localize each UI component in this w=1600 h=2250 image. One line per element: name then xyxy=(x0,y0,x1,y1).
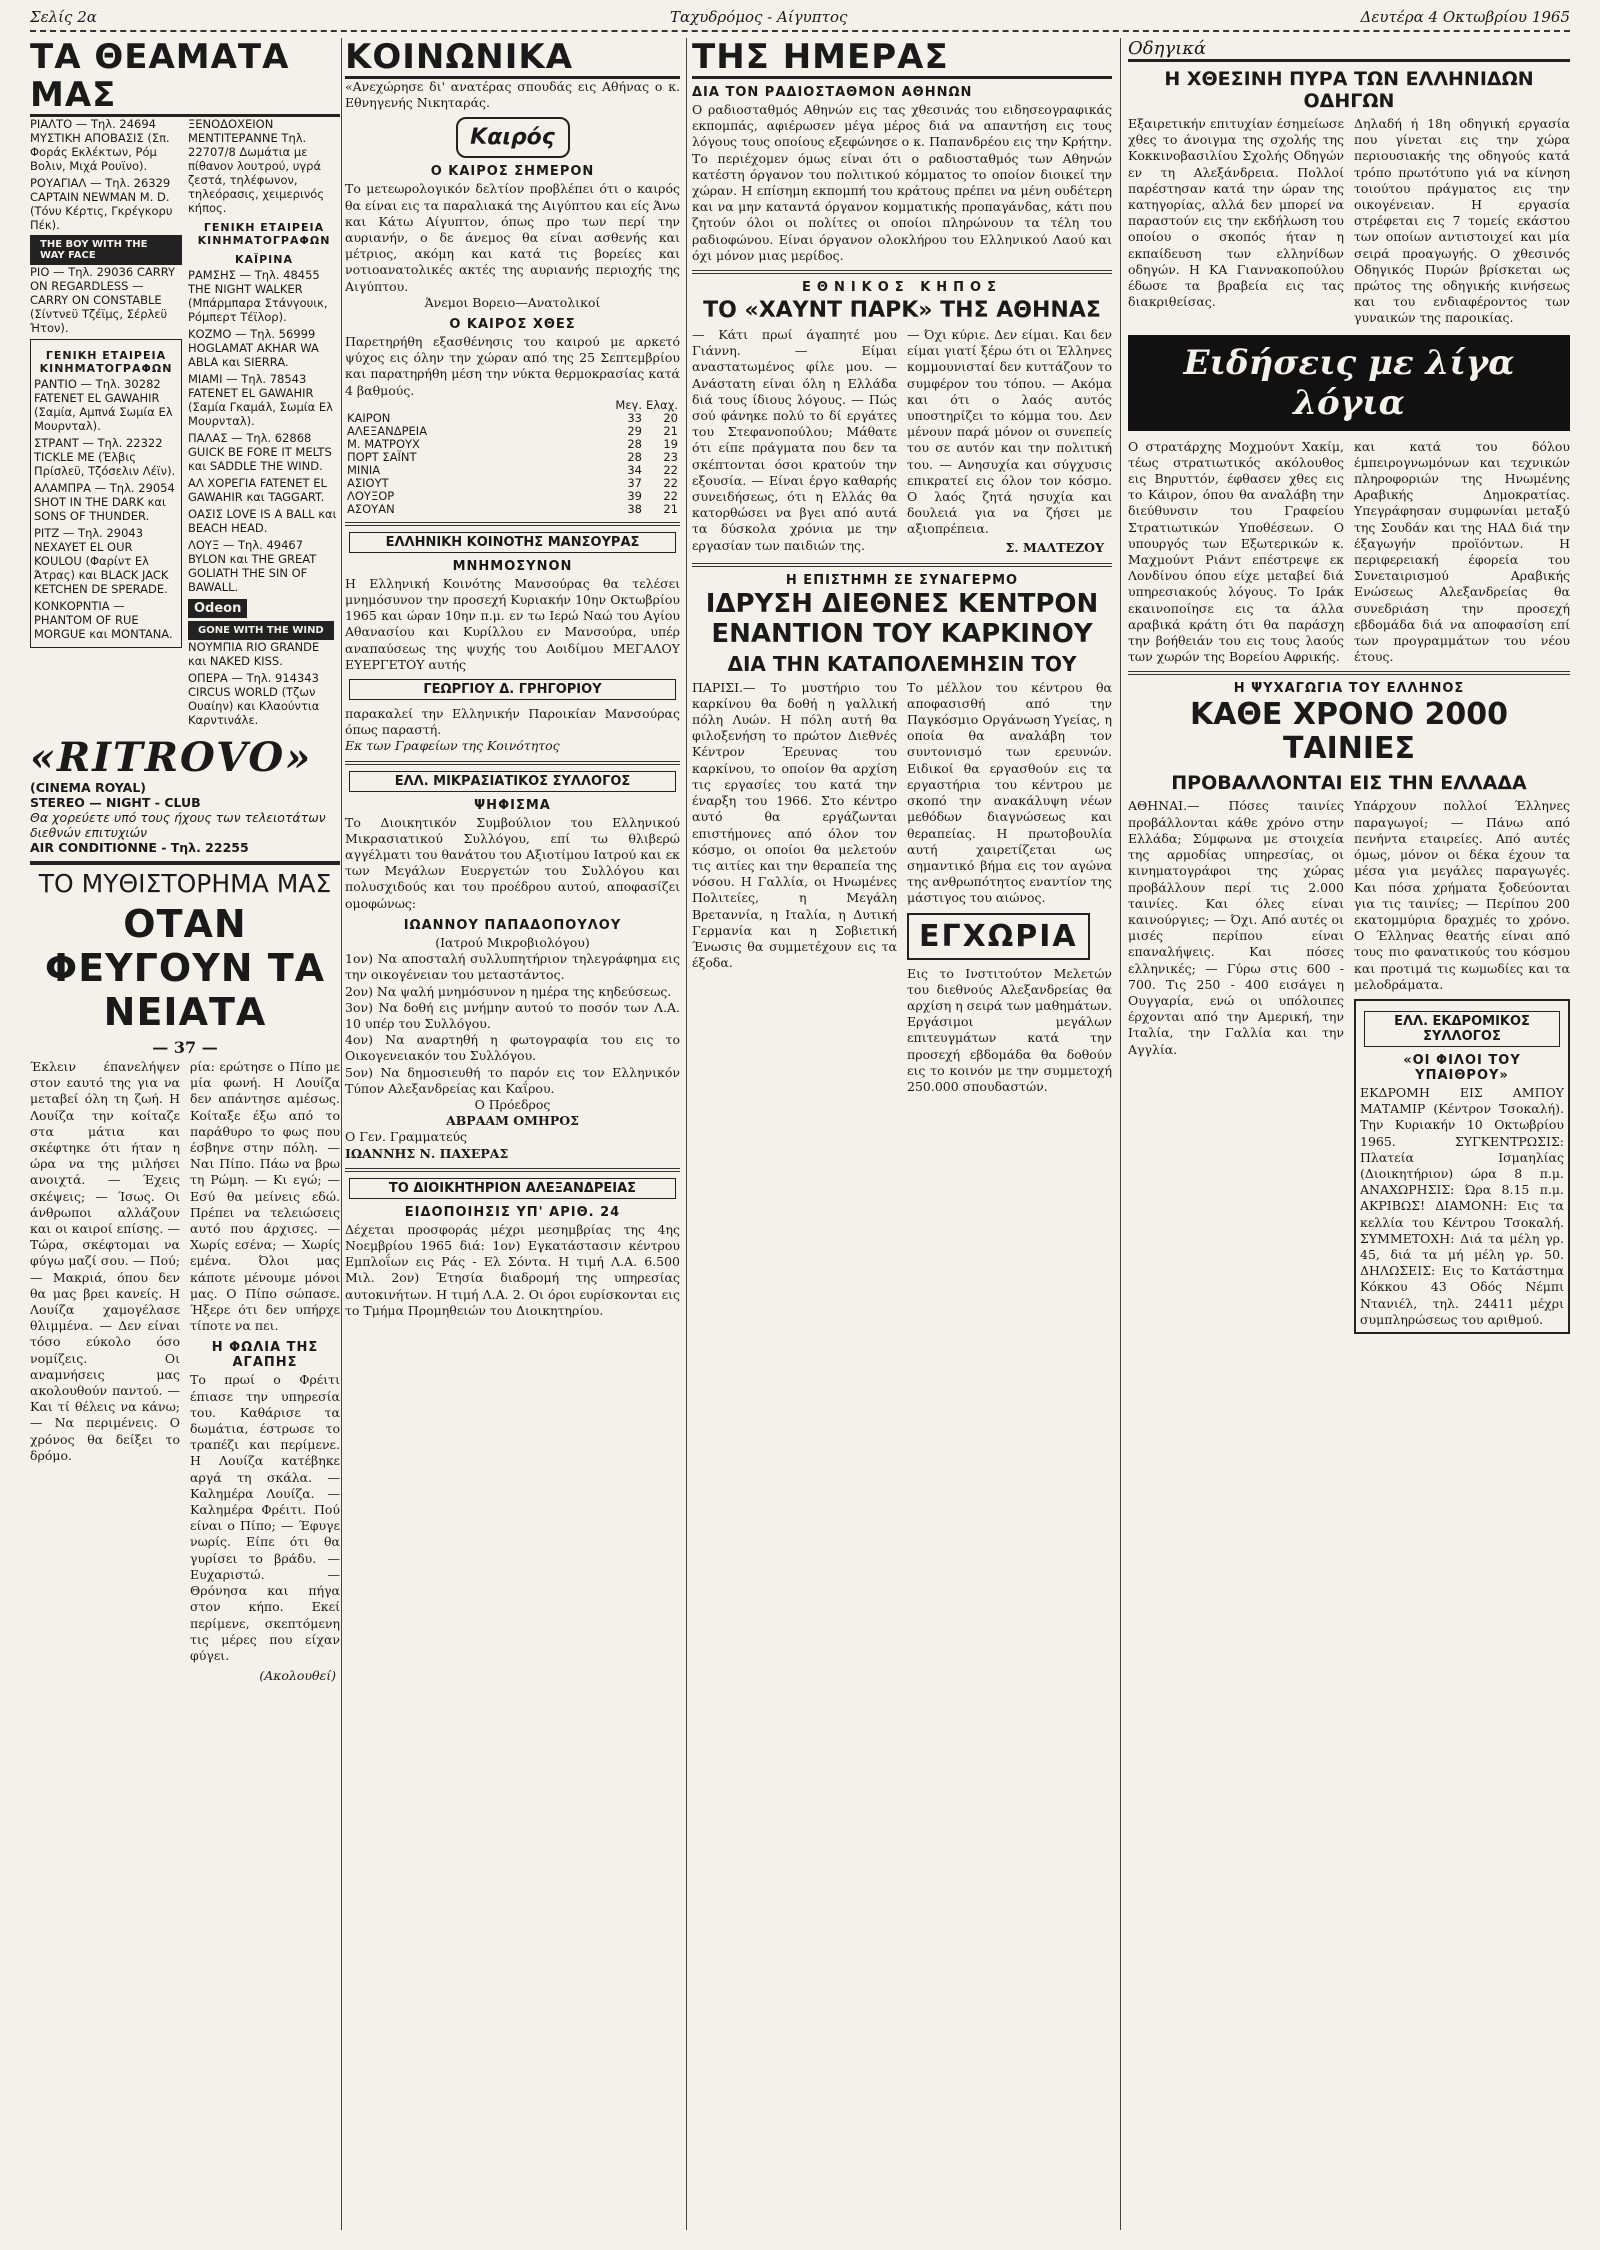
memorial-name: ΓΕΩΡΓΙΟΥ Δ. ΓΡΗΓΟΡΙΟΥ xyxy=(349,679,676,700)
city: ΑΛΕΞΑΝΔΡΕΙΑ xyxy=(347,423,428,438)
weather-row xyxy=(345,477,680,490)
listing: ΡΙΑΛΤΟ — Τηλ. 24694 ΜΥΣΤΙΚΗ ΑΠΟΒΑΣΙΣ (Σπ. Φοράς Εκλέκτων, Ρόμ Βολιν, Μιχά Ρουϊνο). xyxy=(30,117,170,173)
resolution-item: 3ον) Να δοθή εις μνήμην αυτού το ποσόν των Λ.Α. 10 υπέρ του Συλλόγου. xyxy=(345,999,680,1031)
cinema-company: ΓΕΝΙΚΗ ΕΤΑΙΡΕΙΑ ΚΙΝΗΜΑΤΟΓΡΑΦΩΝ xyxy=(39,349,173,375)
novel-chapter: — 37 — xyxy=(152,1038,218,1057)
issue-date: Δευτέρα 4 Οκτωβρίου 1965 xyxy=(1360,8,1570,26)
column-today xyxy=(692,38,1112,2230)
listing: ΡΙΤΖ — Τηλ. 29043 NEXAYET EL OUR KOULOU (Φαρίντ Ελ Άτρας) και BLACK JACK KETCHEN DE SPERADE. xyxy=(34,526,169,596)
max: 28 xyxy=(627,436,642,451)
cancer-section: Η ΕΠΙΣΤΗΜΗ ΣΕ ΣΥΝΑΓΕΡΜΟ xyxy=(785,572,1019,588)
min: 21 xyxy=(663,423,678,438)
listing: ΡΟΥΑΓΙΑΛ — Τηλ. 26329 CAPTAIN NEWMAN M. D. (Τόνυ Κέρτις, Γκρέγκορυ Πέκ). xyxy=(30,176,173,232)
listing: ΑΛΑΜΠΡΑ — Τηλ. 29054 SHOT IN THE DARK και SONS OF THUNDER. xyxy=(34,481,175,523)
theatres-listings xyxy=(30,117,340,730)
park-title: ΤΟ «ΧΑΥΝΤ ΠΑΡΚ» ΤΗΣ ΑΘΗΝΑΣ xyxy=(703,298,1101,324)
listing: ΡΑΝΤΙΟ — Τηλ. 30282 FATENET EL GAWAHIR (Σαμία, Αμπνά Σωμία Ελ Μουρνταλ). xyxy=(34,377,173,433)
city: ΚΑΙΡΟΝ xyxy=(347,410,391,425)
brief-body xyxy=(1128,439,1570,666)
brief-text: και κατά του δόλου έμπειρογνωμόνων και τεχνικών πληροφοριών της Ηνωμένης Αραβικής Δημοκρατίας. Υπεγράφησαν συμφωνίαι μεταξύ της Σουδάν και της ΗΑΔ διά την έξαγωγήν προϊόντων. Η περιφερειακή έφορεία του Συνεταιρισμού Αραβικής Ενώσεως Αλεξανδρείας θα συνεδριάση την προσεχή εβδομάδα διά να αποφασίση επί των προγραμμάτων του νέου έτους. xyxy=(1354,438,1570,665)
listing: ΡΙΟ — Τηλ. 29036 CARRY ON REGARDLESS — CARRY ON CONSTABLE (Σίντνεϋ Τζέϊμς, Σέρλεϋ Ήτον). xyxy=(30,265,176,335)
memorial-title: ΜΝΗΜΟΣΥΝΟΝ xyxy=(452,558,573,574)
park-text: — Κάτι πρωί άγαπητέ μου Γιάννη. — Είμαι αναστατωμένος φίλε μου. — Ανάστατη είναι όλη η Ελλάδα διά τους ίδιους λόγους. — Πώς σού φάνηκε πολύ το δί εργάτες του Στεφανοπούλου; Μάθατε ότι είπε πράγματα που δεν τα σκέπτονται όσοι κρατούν την εξουσία. — Είναι έργο καθαρής συνειδήσεως, ότι η Ελλάς θα κατορθώσει να βγει από αυτά τα δύσκολα χρόνια με την εργασίαν των παιδιών της. xyxy=(692,327,897,553)
ritrovo-line: AIR CONDITIONNE - Τηλ. 22255 xyxy=(30,840,249,855)
masthead xyxy=(30,6,1570,32)
listing: ΟΠΕΡΑ — Τηλ. 914343 CIRCUS WORLD (Τζων Ουαίην) και Κλαούντια Καρντινάλε. xyxy=(188,671,320,727)
city: ΑΣΟΥΑΝ xyxy=(347,501,395,516)
cinema-group: ΚΑΪΡΙΝΑ xyxy=(234,253,293,266)
listing: ΠΑΛΑΣ — Τηλ. 62868 GUICK BE FORE IT MELTS και SADDLE THE WIND. xyxy=(188,431,332,473)
president-name: ΑΒΡΑΑΜ ΟΜΗΡΟΣ xyxy=(446,1113,579,1129)
weather-logo-icon: Καιρός xyxy=(456,117,570,158)
city: ΠΟΡΤ ΣΑΪΝΤ xyxy=(347,449,417,464)
secretary-name: ΙΩΑΝΝΗΣ Ν. ΠΑΧΕΡΑΣ xyxy=(345,1145,509,1161)
listing: ΚΟΝΚΟΡΝΤΙΑ — PHANTOM OF RUE MORGUE και MONTANA. xyxy=(34,599,173,641)
memorial-text: Η Ελληνική Κοινότης Μανσούρας θα τελέσει μνημόσυνον την προσεχή Κυριακήν 10ην Οκτωβρίου 1965 και ώραν 10ην π.μ. εν τω Ιερώ Ναώ του Αγίου Αθανασίου και Κυρίλλου εν Μανσούρα, υπέρ αναπαύσεως της ψυχής του Αοιδίμου ΜΕΓΑΛΟΥ ΕΥΕΡΓΕΤΟΥ αυτής xyxy=(345,575,680,672)
min: 22 xyxy=(663,462,678,477)
film-stamp-icon: GONE WITH THE WIND xyxy=(188,621,334,640)
film-subtitle: ΠΡΟΒΑΛΛΟΝΤΑΙ ΕΙΣ ΤΗΝ ΕΛΛΑΔΑ xyxy=(1171,772,1527,795)
listing: ΑΛ ΧΟΡΕΓΙΑ FATENET EL GAWAHIR και TAGGART. xyxy=(188,476,327,504)
weather-row xyxy=(345,412,680,425)
park-section: ΕΘΝΙΚΟΣ ΚΗΠΟΣ xyxy=(802,280,1002,296)
today-text: Ο ραδιοσταθμός Αθηνών εις τας χθεσινάς του ειδησεογραφικάς εκπομπάς, αφιέρωσεν μέγα μέρος διά να απαντήση εις τους λόγους τους οποίους εξεφώνησε ο κ. Παπανδρέου εις την Κρήτην. Το περιέχομεν όμως είναι ότι ο ραδιοσταθμός των Αθηνών κατέστη όργανον του πολιτικού κόμματος το οποίον διοικεί την χώραν. Η επίσημη εκπομπή του κράτους πρέπει να μένη ουδέτερη και να μην καταντά όργανον κομματικής προπαγάνδας, κάτι που ζητούν όλοι οι πολίτες οι οποίοι πληρώνουν τα τέλη του ραδιοφώνου. Είναι όργανον ολοκλήρου του Ελληνικού Λαού και όχι μόνον μιας μερίδος. xyxy=(692,102,1112,263)
park-body xyxy=(692,327,1112,557)
listing: ΞΕΝΟΔΟΧΕΙΟΝ ΜΕΝΤΙΤΕΡΑΝΝΕ Τηλ. 22707/8 Δωμάτια με πίθανον λουτρού, υγρά ζεστά, τηλέφωνον, τηλεόρασις, χειμερινός κήπος. xyxy=(188,117,325,215)
asia-minor-header: ΕΛΛ. ΜΙΚΡΑΣΙΑΤΙΚΟΣ ΣΥΛΛΟΓΟΣ xyxy=(349,771,676,792)
weather-row xyxy=(345,464,680,477)
today-title: ΤΗΣ ΗΜΕΡΑΣ xyxy=(692,38,1112,79)
novel-text: Το πρωί ο Φρέιτι έπιασε την υπηρεσία του. Καθάρισε τα δωμάτια, έστρωσε το τραπέζι και περίμενε. Η Λουίζα κατέβηκε αργά τη σκάλα. — Καλημέρα Λουίζα. — Καλημέρα Φρέιτι. Πού είναι ο Πίπο; — Έφυγε νωρίς. Είπε ότι θα γυρίσει το βράδυ. — Ευχαριστώ. — Θρόνησα και πήγα στον κήπο. Εκεί περίμενε, σκεπτόμενη τις μέρες που είχαν φύγει. xyxy=(190,1372,340,1663)
city: ΜΙΝΙΑ xyxy=(347,462,381,477)
excursion-club-title: «ΟΙ ΦΙΛΟΙ ΤΟΥ ΥΠΑΙΘΡΟΥ» xyxy=(1403,1052,1521,1083)
weather-row xyxy=(345,451,680,464)
theatres-right xyxy=(188,117,340,730)
resolution-item: 1ον) Να αποσταλή συλλυπητήριον τηλεγράφημα εις την οικογένειαν του μεταστάντος. xyxy=(345,951,680,983)
resolution-person: ΙΩΑΝΝΟΥ ΠΑΠΑΔΟΠΟΥΛΟΥ xyxy=(403,917,622,933)
xoria-title: ΕΓΧΩΡΙΑ xyxy=(907,913,1090,960)
col-max: Μεγ. xyxy=(615,397,642,412)
theatres-left xyxy=(30,117,182,730)
min: 20 xyxy=(663,410,678,425)
memorial-sign: Εκ των Γραφείων της Κοινότητος xyxy=(345,738,560,754)
column-theatres-novel xyxy=(30,38,340,2230)
city: ΑΣΙΟΥΤ xyxy=(347,475,389,490)
column-driving xyxy=(1128,38,1570,2230)
ritrovo-line: STEREO — NIGHT - CLUB xyxy=(30,795,201,810)
odeon-logo: Odeon xyxy=(188,599,247,618)
driving-text: Εξαιρετικήν επιτυχίαν έσημείωσε χθες το άνοιγμα της σχολής της Κοκκινοβασιλίου Σχολής Οδηγών εν τη Αλεξάνδρεια. Πολλοί παρέστησαν κατά την ώραν της κατηγορίας, αλλά δεν μπορεί να παραστούν εις την εκδήλωση του οποίου ο σκοπός ήταν η εκπαίδευση των ελληνίδων οδηγών. Η ΚΑ Γιαννακοπούλου έδωσε τα βραβεία εις τας διακριθείσας. xyxy=(1128,116,1344,310)
cancer-text: ΠΑΡΙΣΙ.— Το μυστήριο του καρκίνου θα δοθή η γαλλική πόλη Λυών. Η πόλη αυτή θα φιλοξενήση το πρώτον Διεθνές Κέντρον Έρευνας του καρκίνου, το οποίον θα αρχίση τις εργασίες του κατά την έναρξη του 1966. Στο κέντρο αυτό θα εργάζωνται επιστήμονες από όλον τον κόσμο, οι οποίοι θα μελετούν τις αιτίες και την θεραπεία της νόσου. Η Γαλλία, οι Ηνωμένες Πολιτείες, η Μεγάλη Βρεταννία, η Ιταλία, η Δυτική Γερμανία και η Σοβιετική Ένωσις θα συμμετέχουν εις τα έξοδα. xyxy=(692,679,897,971)
court-text: Δέχεται προσφοράς μέχρι μεσημβρίας της 4ης Νοεμβρίου 1965 διά: 1ον) Εγκατάστασιν κέντρου Εμπλοΐων εις Ράς - Ελ Σόντα. Η τιμή Λ.Α. 6.500 Μιλ. 2ον) Έτησία διαδρομή της υπηρεσίας αυτοκινήτων. Η τιμή Λ.Α. 2. Οι όροι ευρίσκονται εις το Τμήμα Προμηθειών του Διοικητηρίου. xyxy=(345,1221,680,1318)
society-text: «Ανεχώρησε δι' ανατέρας σπουδάς εις Αθήνας ο κ. Εθνηγενής Νικηταράς. xyxy=(345,79,680,111)
weather-row xyxy=(345,425,680,438)
cinema-company-right: ΓΕΝΙΚΗ ΕΤΑΙΡΕΙΑ ΚΙΝΗΜΑΤΟΓΡΑΦΩΝ xyxy=(197,221,331,247)
film-body xyxy=(1128,798,1570,1339)
min: 21 xyxy=(663,501,678,516)
excursion-club-header: ΕΛΛ. ΕΚΔΡΟΜΙΚΟΣ ΣΥΛΛΟΓΟΣ xyxy=(1364,1011,1560,1047)
driving-text: Δηλαδή ή 18η οδηγική εργασία που γίνεται εις την χώρα περιουσιακής της οδηγούς κατά τρόπο πρωτότυπο γιά να κίνηση τοιούτου πράγματος εις την οικογένειαν. Η εργασία στρέφεται εις 7 τομείς εκάστου των οποίων αντιστοιχεί και μία σειρά προαγωγής. Ο χθεσινός Οδηγικός Πυρών βρίσκεται ως πρώτος της οδηγικής κινήσεως και του ενδιαφέροντος των γυναικών της παροικίας. xyxy=(1354,116,1570,326)
city: Μ. ΜΑΤΡΟΥΧ xyxy=(347,436,420,451)
weather-winds: Άνεμοι Βορειο—Ανατολικοί xyxy=(424,294,601,310)
page-number: Σελίς 2α xyxy=(30,8,97,26)
brief-news-banner: Ειδήσεις με λίγα λόγια xyxy=(1128,335,1570,431)
brief-text: Ο στρατάρχης Μοχμούντ Χακίμ, τέως στρατιωτικός ακόλουθος εις Βηρυττόν, έφθασεν χθες εις το Κάιρον, όπου θα αναλάβη την διεύθυνσιν του Γραφείου Στρατιωτικών Υποθέσεων. Ο υπουργός των Εξωτερικών κ. Μαχμούντ Ριάντ επέστρεψε εκ Λονδίνου όπου είχε μεταβεί διά υπηρεσιακούς λόγους. Το Ιράκ εκαινοποίησε εις τα άλλα αραβικά κράτη ότι θα παράσχη την βοήθειάν του εις τους λαούς των χωρών της Βορείου Αφρικής. xyxy=(1128,438,1344,665)
min: 23 xyxy=(663,449,678,464)
min: 22 xyxy=(663,475,678,490)
resolution-text: Το Διοικητικόν Συμβούλιον του Ελληνικού Μικρασιατικού Συλλόγου, επί τω θλιβερώ αγγέλματι του θανάτου του Αξιοτίμου Ιατρού και εκ των Μεγάλων Ευεργετών του Συλλόγου και πολυσχιδούς και του προέδρου αυτού, αποφασίζει ομοφώνως: xyxy=(345,814,680,911)
theatres-title: ΤΑ ΘΕΑΜΑΤΑ ΜΑΣ xyxy=(30,38,340,117)
cancer-title-line: ΙΔΡΥΣΗ ΔΙΕΘΝΕΣ ΚΕΝΤΡΟΝ xyxy=(705,588,1099,619)
continues-label: (Ακολουθεί) xyxy=(259,1668,336,1684)
max: 38 xyxy=(627,501,642,516)
max: 39 xyxy=(627,488,642,503)
driving-section: Οδηγικά xyxy=(1128,38,1570,62)
max: 37 xyxy=(627,475,642,490)
min: 22 xyxy=(663,488,678,503)
driving-title: Η ΧΘΕΣΙΝΗ ΠΥΡΑ ΤΩΝ ΕΛΛΗΝΙΔΩΝ ΟΔΗΓΩΝ xyxy=(1164,68,1534,112)
novel-text: ρία: ερώτησε ο Πίπο με μία φωνή. Η Λουίζα δεν απάντησε αμέσως. Κοίταξε έξω από το παράθυρο το φως που έσβηνε στην πόλη. — Ναι Πίπο. Πάω να βρω τη Ρώμη. — Κι εγώ; — Εσύ θα μείνεις εδώ. Πρέπει να τελειώσεις αυτό που άρχισες. — Χωρίς εσένα; — Χωρίς εμένα. Όλοι μας κάποτε μένουμε μόνοι μας. Ο Πίπο σώπασε. Ήξερε ότι δεν υπήρχε τίποτε να πει. xyxy=(190,1059,340,1334)
weather-row xyxy=(345,490,680,503)
weather-row xyxy=(345,503,680,516)
listing: ΣΤΡΑΝΤ — Τηλ. 22322 TICKLE ME (Έλβις Πρίσλεϋ, Τζόσελιν Λέϊν). xyxy=(34,436,176,478)
cancer-text: Το μέλλον του κέντρου θα αποφασισθή από την Παγκόσμιο Οργάνωση Υγείας, η οποία θα αναλάβη τον συντονισμό των ερευνών. Ειδικοί θα εργασθούν εις τα εργαστήρια του κέντρου με σκοπό την ανακάλυψη νέων μεθόδων διαγνώσεως και θεραπείας. Η πρωτοβουλία αυτή χαιρετίζεται ως σημαντικό βήμα εις τον αγώνα της ανθρωπότητος εναντίον της μάστιγος του αιώνος. xyxy=(907,679,1112,906)
max: 34 xyxy=(627,462,642,477)
novel-title: ΟΤΑΝ ΦΕΥΓΟΥΝ ΤΑ ΝΕΙΑΤΑ xyxy=(44,902,326,1034)
xoria-text: Εις το Ινστιτούτον Μελετών του διεθνούς Αλεξανδρείας θα αρχίση η σειρά των μαθημάτων. Εργάσιμοι μεγάλων επιτευγμάτων κατά την προσεχή εβδομάδα θα δοθούν εις το κοινόν με την συμμετοχή 250.000 σπουδαστών. xyxy=(907,965,1112,1094)
community-header: ΕΛΛΗΝΙΚΗ ΚΟΙΝΟΤΗΣ ΜΑΝΣΟΥΡΑΣ xyxy=(349,532,676,553)
court-header: ΤΟ ΔΙΟΙΚΗΤΗΡΙΟΝ ΑΛΕΞΑΝΔΡΕΙΑΣ xyxy=(349,1178,676,1199)
listing: ΛΟΥΞ — Τηλ. 49467 BYLON και THE GREAT GOLIATH THE SIN OF BAWALL. xyxy=(188,538,317,594)
novel-subtitle: Η ΦΩΛΙΑ ΤΗΣ ΑΓΑΠΗΣ xyxy=(211,1340,319,1371)
cancer-title-line: ΔΙΑ ΤΗΝ ΚΑΤΑΠΟΛΕΜΗΣΙΝ ΤΟΥ xyxy=(727,651,1077,676)
weather-today-title: Ο ΚΑΙΡΟΣ ΣΗΜΕΡΟΝ xyxy=(430,164,595,180)
weather-table xyxy=(345,399,680,516)
weather-yesterday-text: Παρετηρήθη εξασθένησις του καιρού με αρκετό ψύχος εις όλην την χώραν από της 25 Σεπτεμβρίου και παρατηρήθη μέση την νύκτα θερμοκρασίας κατά 4 βαθμούς. xyxy=(345,334,680,398)
max: 29 xyxy=(627,423,642,438)
film-title: ΚΑΘΕ ΧΡΟΝΟ 2000 ΤΑΙΝΙΕΣ xyxy=(1189,697,1509,767)
resolution-title: ΨΗΦΙΣΜΑ xyxy=(474,797,551,813)
today-subtitle: ΔΙΑ ΤΟΝ ΡΑΔΙΟΣΤΑΘΜΟΝ ΑΘΗΝΩΝ xyxy=(692,85,973,100)
driving-body xyxy=(1128,116,1570,327)
film-text: ΑΘΗΝΑΙ.— Πόσες ταινίες προβάλλονται κάθε χρόνο στην Ελλάδα; Σύμφωνα με στοιχεία της αρμοδίας υπηρεσίας, οι κινηματογράφοι της χώρας προβάλλουν περί τις 2.000 ταινίες. Και όλες είναι καινούργιες; — Όχι. Από αυτές οι μισές περίπου είναι επαναλήψεις. Και πόσες ελληνικές; — Γύρω στις 600 - 700. Τις 250 - 400 εισάγει η Ουγγαρία, ενώ οι υπόλοιπες έρχονται από την Αμερική, την Ιταλία, την Γαλλία και την Αγγλία. xyxy=(1128,798,1344,1057)
park-author: Σ. ΜΑΛΤΕΖΟΥ xyxy=(1005,539,1104,555)
novel-section: ΤΟ ΜΥΘΙΣΤΟΡΗΜΑ ΜΑΣ xyxy=(30,861,340,898)
society-title: ΚΟΙΝΩΝΙΚΑ xyxy=(345,38,680,79)
max: 28 xyxy=(627,449,642,464)
weather-today-text: Το μετεωρολογικόν δελτίον προβλέπει ότι ο καιρός θα είναι εις τα παραλιακά της Αιγύπτου και είς Άνω και Κάτω Αίγυπτον, όπως προ των περί την αυριανήν, ο δε άνεμος θα είναι ασθενής και μέτριος, ακόμη και κατά τις βορείες και νοτιοανατολικές ακτές της αυριανής περιοχής της Αιγύπτου. xyxy=(345,181,680,294)
president-role: Ο Πρόεδρος xyxy=(474,1096,551,1112)
min: 19 xyxy=(663,436,678,451)
court-title: ΕΙΔΟΠΟΙΗΣΙΣ ΥΠ' ΑΡΙΘ. 24 xyxy=(404,1204,621,1220)
weather-yesterday-title: Ο ΚΑΙΡΟΣ ΧΘΕΣ xyxy=(449,317,576,333)
ritrovo-line: (CINEMA ROYAL) xyxy=(30,780,147,795)
resolution-item: 2ον) Να ψαλή μνημόσυνον η ημέρα της κηδεύσεως. xyxy=(345,983,672,999)
film-section: Η ΨΥΧΑΓΩΓΙΑ ΤΟΥ ΕΛΛΗΝΟΣ xyxy=(1233,681,1465,697)
ritrovo-line: Θα χορεύετε υπό τους ήχους των τελειοτάτων διεθνών επιτυχιών xyxy=(30,810,326,840)
resolution-item: 4ον) Να αναρτηθή η φωτογραφία του εις το Οικογενειακόν του Συλλόγου. xyxy=(345,1032,680,1064)
max: 33 xyxy=(627,410,642,425)
film-stamp-icon: THE BOY WITH THE WAY FACE xyxy=(30,235,182,265)
listing: ΡΑΜΣΗΣ — Τηλ. 48455 THE NIGHT WALKER (Μπάρμπαρα Στάνγουικ, Ρόμπερτ Τέϊλορ). xyxy=(188,268,328,324)
film-text: Υπάρχουν πολλοί Έλληνες παραγωγοί; — Πάνω από πενήντα εταιρείες. Από αυτές όμως, μόνον οι δέκα έχουν τα μέσα για μεγάλες παραγωγές. Και πόσα χρήματα ξοδεύονται για τις ταινίες; — Περίπου 200 εκατομμύρια δραχμές το χρόνο. Ο Έλληνας θεατής είναι από τους πιο φανατικούς του κόσμου και προτιμά τις κωμωδίες και τα μελοδράματα. xyxy=(1354,798,1570,992)
weather-row xyxy=(345,438,680,451)
secretary-role: Ο Γεν. Γραμματεύς xyxy=(345,1129,468,1145)
ritrovo-name: «RITROVO» xyxy=(30,734,313,781)
excursion-ad xyxy=(1354,999,1570,1334)
ad-odeon xyxy=(188,597,340,640)
newspaper-name: Ταχυδρόμος - Αίγυπτος xyxy=(670,8,848,26)
cancer-title-line: ΕΝΑΝΤΙΟΝ ΤΟΥ ΚΑΡΚΙΝΟΥ xyxy=(711,618,1093,649)
cinema-company-box xyxy=(30,339,182,648)
listing: ΚΟΖΜΟ — Τηλ. 56999 HOGLAMAT AKHAR WA ABLA και SIERRA. xyxy=(188,327,319,369)
memorial-invite: παρακαλεί την Ελληνικήν Παροικίαν Μανσούρας όπως παραστή. xyxy=(345,706,680,738)
novel-text: Έκλειν έπανελήψεν στον εαυτό της για να μεταβεί όλη τη ζωή. Η Λουίζα την κοίταζε στα μάτια και σκέφτηκε ότι ήταν η ώρα να της μιλήσει ανοιχτά. — Έχεις σκέψεις; — Ίσως. Οι άνθρωποι αλλάζουν και οι καιροί επίσης. — Τώρα, σκέφτομαι να φύγω μαζί σου. — Πού; — Μακριά, όπου δεν θα μας βρει κανείς. Η Λουίζα χαμογέλασε θλιμμένα. — Δεν είναι τόσο εύκολο όσο νομίζεις. Οι αναμνήσεις μας ακολουθούν παντού. — Και τί θέλεις να κάνω; — Να περιμένεις. Ο χρόνος θα δείξει το δρόμο. xyxy=(30,1059,180,1463)
park-text: — Όχι κύριε. Δεν είμαι. Και δεν είμαι γιατί ξέρω ότι οι Έλληνες κομμουνισταί δεν κυττάζουν το συμφέρον του τόπου. — Ακόμα και ότι ο λαός αυτός υποστηρίζει το κόμμα του. Δεν μένουν παρά μόνον οι συνεπείς του σε αυτόν και την πολιτική του. — Ανησυχία και σύγχυσις επικρατεί εις όλον τον κόσμο. Ο λαός ζητά ησυχία και δουλειά για να ζήσει με αξιοπρέπεια. xyxy=(907,327,1112,537)
listing: ΟΑΣΙΣ LOVE IS A BALL και BEACH HEAD. xyxy=(188,507,337,535)
city: ΛΟΥΞΟΡ xyxy=(347,488,395,503)
resolution-person-sub: (Ιατρού Μικροβιολόγου) xyxy=(435,934,590,950)
excursion-text: ΕΚΔΡΟΜΗ ΕΙΣ ΑΜΠΟΥ ΜΑΤΑΜΙΡ (Κέντρον Τσοκαλή). Την Κυριακήν 10 Οκτωβρίου 1965. ΣΥΓΚΕΝΤΡΩΣΙΣ: Πλατεία Ισμαηλίας (Διοικητήριον) ώρα 8 π.μ. ΑΝΑΧΩΡΗΣΙΣ: Ώρα 8.15 π.μ. ΑΚΡΙΒΩΣ! ΔΙΑΜΟΝΗ: Εις τα κελλία του Κέντρου Τσοκαλή. ΣΥΜΜΕΤΟΧΗ: Διά τα μέλη γρ. 45, διά τα μή μέλη γρ. 50. ΔΗΛΩΣΕΙΣ: Εις το Κατάστημα Κόκκου 43 Οδός Νέμπι Ντανιέλ, τηλ. 24411 μέχρι συμπληρώσεως του αριθμού. xyxy=(1360,1084,1564,1327)
col-min: Ελαχ. xyxy=(646,397,678,412)
novel-body xyxy=(30,1059,340,1687)
resolution-item: 5ον) Να δημοσιευθή το παρόν εις τον Ελληνικόν Τύπον Αλεξανδρείας και Καΐρου. xyxy=(345,1064,680,1096)
cancer-body xyxy=(692,680,1112,1095)
listing: ΝΟΥΜΠΙΑ RIO GRANDE και NAKED KISS. xyxy=(188,640,320,668)
column-society xyxy=(345,38,680,2230)
weather-table-head xyxy=(345,399,680,412)
listing: ΜΙΑΜΙ — Τηλ. 78543 FATENET EL GAWAHIR (Σαμία Γκαμάλ, Σωμία Ελ Μουρνταλ). xyxy=(188,372,333,428)
